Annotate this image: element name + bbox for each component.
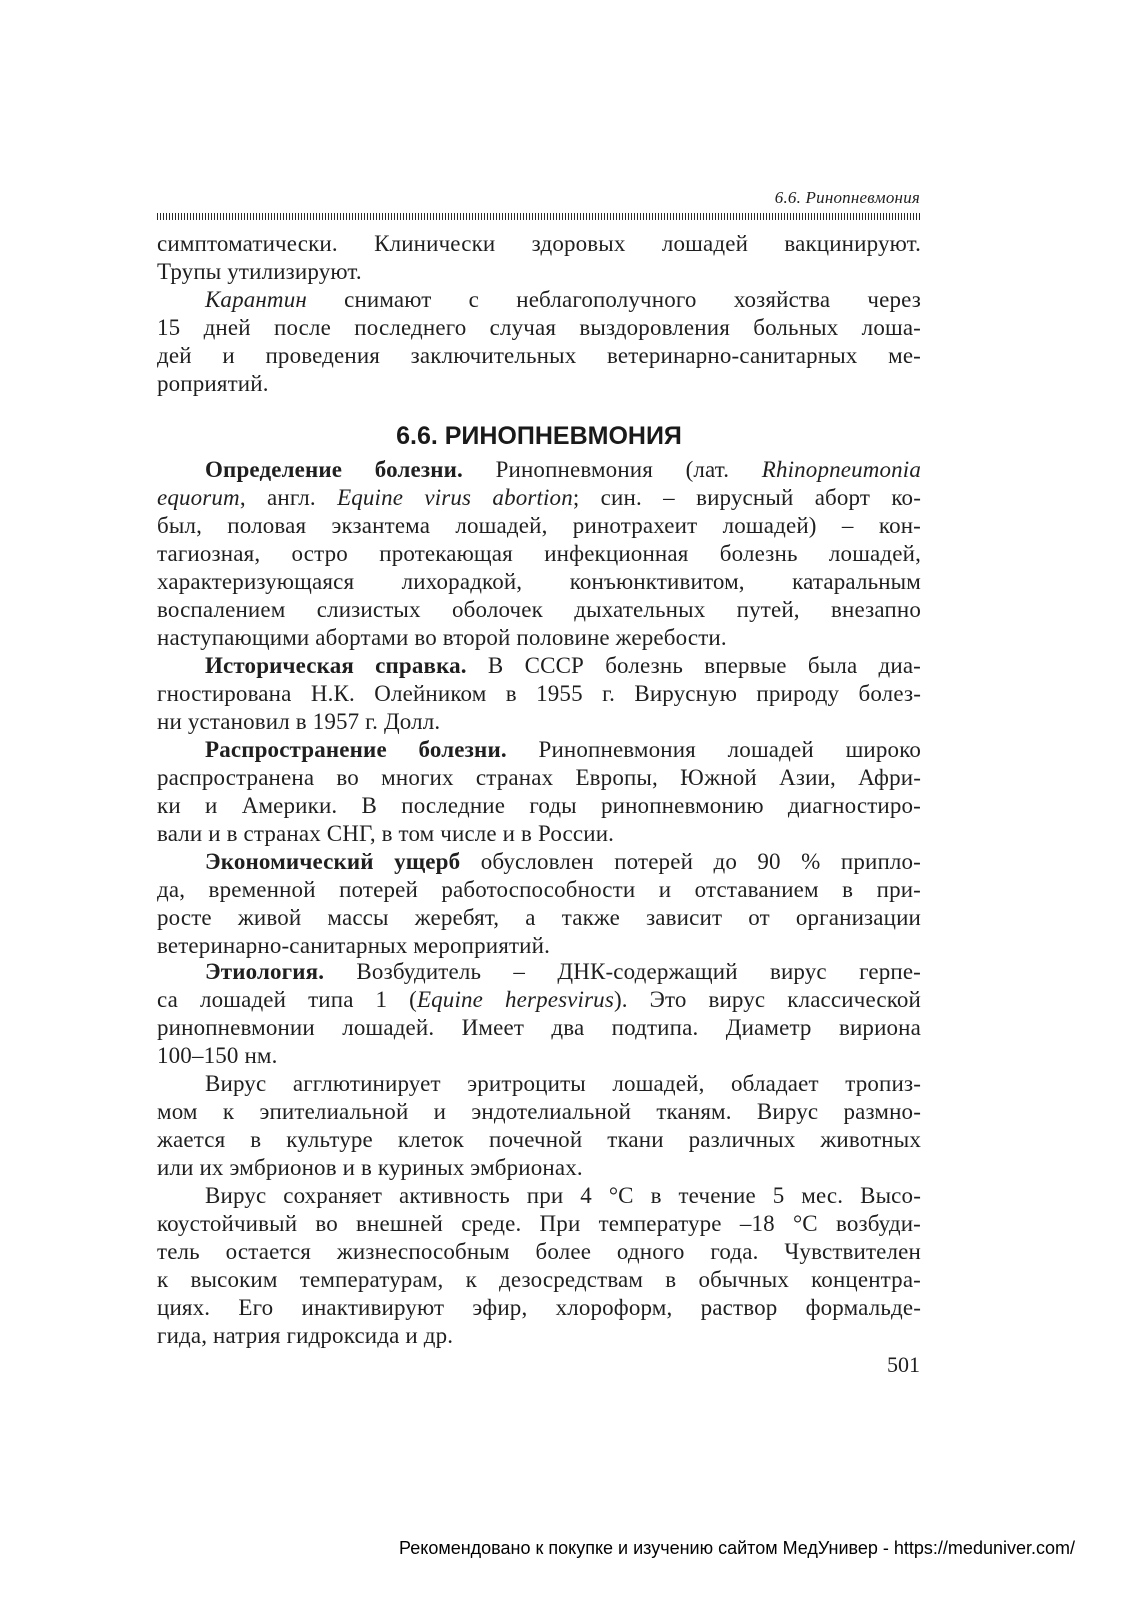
text-line xyxy=(157,1266,921,1294)
text-run: вали и в странах СНГ, в том числе и в России. xyxy=(157,821,615,846)
text-run: Ринопневмония (лат. xyxy=(462,457,762,482)
page-number: 501 xyxy=(887,1352,920,1377)
text-run: жается в культуре клеток почечной ткани различных животных xyxy=(157,1127,921,1152)
text-line xyxy=(205,1070,921,1098)
text-run: или их эмбрионов и в куриных эмбрионах. xyxy=(157,1155,583,1180)
text-run: ки и Америки. В последние годы ринопневмонию диагностиро- xyxy=(157,793,921,818)
text-line xyxy=(157,512,921,540)
text-run: циях. Его инактивируют эфир, хлороформ, раствор формальде- xyxy=(157,1295,921,1320)
text-run: ринопневмонии лошадей. Имеет два подтипа. Диаметр вириона xyxy=(157,1015,921,1040)
text-run: , англ. xyxy=(239,485,338,510)
text-run: Возбудитель – ДНК-содержащий вирус герпе- xyxy=(324,959,921,984)
text-run: был, половая экзантема лошадей, ринотрахеит лошадей) – кон- xyxy=(157,513,921,538)
text-run: тагиозная, остро протекающая инфекционная болезнь лошадей, xyxy=(157,541,921,566)
text-run: роприятий. xyxy=(157,371,269,396)
text-line xyxy=(157,680,921,708)
italic-term: Карантин xyxy=(205,287,307,312)
text-run: Вирус агглютинирует эритроциты лошадей, обладает тропиз- xyxy=(205,1071,921,1096)
text-run: мом к эпителиальной и эндотелиальной тканям. Вирус размно- xyxy=(157,1099,921,1124)
text-run: к высоким температурам, к дезосредствам в обычных концентра- xyxy=(157,1267,921,1292)
text-run: распространена во многих странах Европы, Южной Азии, Афри- xyxy=(157,765,921,790)
run-in-heading: Распространение болезни. xyxy=(205,737,507,762)
italic-term: Equine virus abortion xyxy=(337,485,573,510)
text-line xyxy=(205,736,921,764)
text-line xyxy=(157,708,921,736)
text-run: симптоматически. Клинически здоровых лошадей вакцинируют. xyxy=(157,231,921,256)
italic-term: Rhinopneumonia xyxy=(761,457,921,482)
text-line xyxy=(157,484,921,512)
text-line xyxy=(157,1126,921,1154)
text-line xyxy=(157,624,921,652)
text-run: ; син. – вирусный аборт ко- xyxy=(572,485,922,510)
text-run: коустойчивый во внешней среде. При температуре –18 °С возбуди- xyxy=(157,1211,921,1236)
text-run: ветеринарно-санитарных мероприятий. xyxy=(157,933,550,958)
text-line xyxy=(157,342,921,370)
run-in-heading: Экономический ущерб xyxy=(205,849,461,874)
text-run: наступающими абортами во второй половине жеребости. xyxy=(157,625,727,650)
text-line xyxy=(157,932,921,960)
text-run: характеризующаяся лихорадкой, конъюнктивитом, катаральным xyxy=(157,569,921,594)
text-line xyxy=(157,1014,921,1042)
run-in-heading: Определение болезни. xyxy=(205,457,463,482)
text-line xyxy=(157,1098,921,1126)
text-line xyxy=(157,986,921,1014)
text-run: гностирована Н.К. Олейником в 1955 г. Вирусную природу болез- xyxy=(157,681,921,706)
text-run: дей и проведения заключительных ветеринарно-санитарных ме- xyxy=(157,343,921,368)
text-line xyxy=(205,286,921,314)
text-line xyxy=(205,958,921,986)
text-run: ни установил в 1957 г. Долл. xyxy=(157,709,441,734)
text-line xyxy=(157,792,921,820)
text-line xyxy=(205,1182,921,1210)
header-rule xyxy=(157,213,921,220)
text-line xyxy=(157,820,921,848)
text-run: снимают с неблагополучного хозяйства через xyxy=(306,287,921,312)
text-run: 15 дней после последнего случая выздоровления больных лоша- xyxy=(157,315,921,340)
text-run: 100–150 нм. xyxy=(157,1043,278,1068)
text-line xyxy=(157,370,921,398)
text-line xyxy=(205,456,921,484)
text-line xyxy=(157,568,921,596)
text-run: Трупы утилизируют. xyxy=(157,259,362,284)
text-run: ). Это вирус классической xyxy=(613,987,921,1012)
text-line xyxy=(157,876,921,904)
text-line xyxy=(157,314,921,342)
text-run: са лошадей типа 1 ( xyxy=(157,987,417,1012)
text-line xyxy=(157,230,921,258)
text-line xyxy=(157,764,921,792)
text-line xyxy=(157,904,921,932)
text-run: да, временной потерей работоспособности и отставанием в при- xyxy=(157,877,921,902)
text-line xyxy=(157,1322,921,1350)
text-run: В СССР болезнь впервые была диа- xyxy=(466,653,921,678)
text-line xyxy=(157,1294,921,1322)
text-run: тель остается жизнеспособным более одного года. Чувствителен xyxy=(157,1239,921,1264)
footer-recommendation: Рекомендовано к покупке и изучению сайтом МедУнивер - https://meduniver.com/ xyxy=(399,1538,1075,1558)
section-heading: 6.6. РИНОПНЕВМОНИЯ xyxy=(396,422,682,450)
run-in-heading: Историческая справка. xyxy=(205,653,467,678)
text-run: гида, натрия гидроксида и др. xyxy=(157,1323,454,1348)
running-head: 6.6. Ринопневмония xyxy=(774,188,920,207)
italic-term: equorum xyxy=(157,485,240,510)
text-line xyxy=(157,596,921,624)
text-line xyxy=(157,258,921,286)
text-run: обусловлен потерей до 90 % припло- xyxy=(460,849,921,874)
text-line xyxy=(157,540,921,568)
run-in-heading: Этиология. xyxy=(205,959,325,984)
italic-term: Equine herpesvirus xyxy=(416,987,614,1012)
text-run: росте живой массы жеребят, а также зависит от организации xyxy=(157,905,921,930)
text-line xyxy=(157,1042,921,1070)
text-run: Ринопневмония лошадей широко xyxy=(506,737,922,762)
text-line xyxy=(205,848,921,876)
text-line xyxy=(157,1154,921,1182)
text-line xyxy=(205,652,921,680)
text-line xyxy=(157,1210,921,1238)
text-line xyxy=(157,1238,921,1266)
text-run: Вирус сохраняет активность при 4 °С в течение 5 мес. Высо- xyxy=(205,1183,921,1208)
text-run: воспалением слизистых оболочек дыхательных путей, внезапно xyxy=(157,597,921,622)
